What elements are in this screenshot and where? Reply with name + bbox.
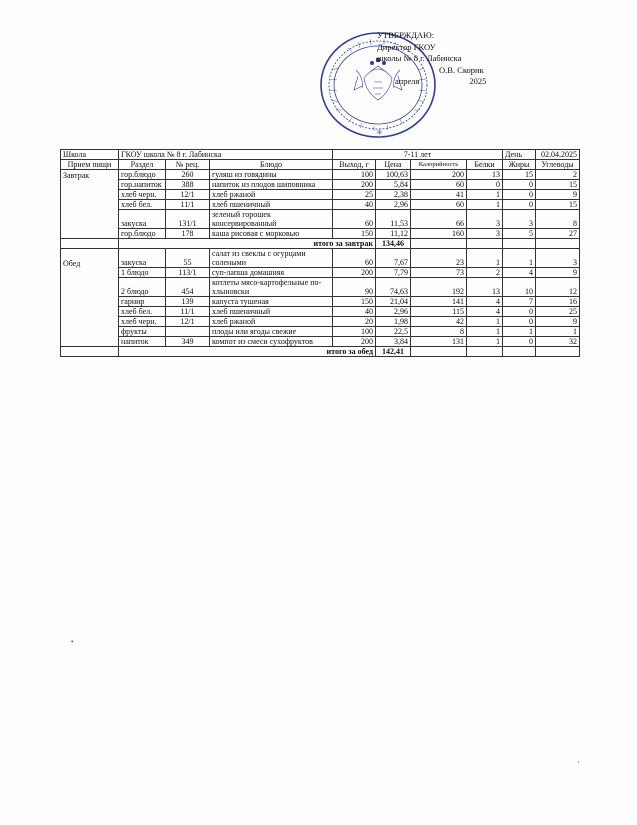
protein-cell: 1 — [467, 190, 503, 200]
price-cell: 5,84 — [376, 180, 411, 190]
lunch-row — [61, 307, 580, 317]
total-blank — [61, 239, 119, 249]
scan-speck: ' — [578, 760, 580, 768]
meal-name — [61, 180, 119, 190]
kcal-cell: 42 — [411, 317, 467, 327]
col-header: Выход, г — [333, 160, 376, 170]
kcal-cell: 160 — [411, 229, 467, 239]
protein-cell: 0 — [467, 180, 503, 190]
carbs-cell: 3 — [536, 249, 580, 268]
price-cell: 11,53 — [376, 210, 411, 229]
meal-name — [61, 307, 119, 317]
dish-cell: салат из свеклы с огурцами солеными — [210, 249, 333, 268]
meal-name — [61, 210, 119, 229]
school-name: ГКОУ школа № 8 г. Лабинска — [119, 150, 333, 160]
carbs-cell: 9 — [536, 268, 580, 278]
section-cell: напиток — [119, 337, 166, 347]
section-cell: фрукты — [119, 327, 166, 337]
recipe-cell — [166, 327, 210, 337]
weight-cell: 150 — [333, 297, 376, 307]
approval-month: апреля — [395, 76, 420, 86]
carbs-cell: 9 — [536, 317, 580, 327]
carbs-cell: 1 — [536, 327, 580, 337]
kcal-cell: 200 — [411, 170, 467, 180]
section-cell: хлеб бел. — [119, 307, 166, 317]
kcal-cell: 60 — [411, 180, 467, 190]
weight-cell: 25 — [333, 190, 376, 200]
weight-cell: 20 — [333, 317, 376, 327]
lunch-row — [61, 249, 580, 268]
col-header: Белки — [467, 160, 503, 170]
fat-cell: 5 — [503, 229, 536, 239]
total-label: итого за завтрак — [119, 239, 376, 249]
section-cell: 1 блюдо — [119, 268, 166, 278]
dish-cell: напиток из плодов шиповника — [210, 180, 333, 190]
dish-cell: хлеб ржаной — [210, 190, 333, 200]
price-cell: 11,12 — [376, 229, 411, 239]
weight-cell: 100 — [333, 327, 376, 337]
protein-cell: 13 — [467, 170, 503, 180]
protein-cell: 3 — [467, 210, 503, 229]
fat-cell: 0 — [503, 307, 536, 317]
kcal-cell: 192 — [411, 278, 467, 297]
protein-cell: 13 — [467, 278, 503, 297]
dish-cell: котлеты мясо-картофельные по-хлыновски — [210, 278, 333, 297]
weight-cell: 40 — [333, 307, 376, 317]
weight-cell: 100 — [333, 170, 376, 180]
section-cell: гор.блюдо — [119, 229, 166, 239]
section-cell: закуска — [119, 210, 166, 229]
meal-name: Завтрак — [61, 170, 119, 180]
weight-cell: 60 — [333, 249, 376, 268]
protein-cell: 1 — [467, 317, 503, 327]
total-price: 142,41 — [376, 347, 411, 357]
recipe-cell: 113/1 — [166, 268, 210, 278]
fat-cell: 4 — [503, 268, 536, 278]
meal-name — [61, 200, 119, 210]
weight-cell: 200 — [333, 268, 376, 278]
breakfast-row — [61, 229, 580, 239]
price-cell: 21,04 — [376, 297, 411, 307]
approval-block — [377, 30, 527, 88]
meal-name — [61, 297, 119, 307]
dish-cell: хлеб ржаной — [210, 317, 333, 327]
lunch-row — [61, 297, 580, 307]
col-header: № рец. — [166, 160, 210, 170]
header-row — [61, 150, 580, 160]
fat-cell: 0 — [503, 200, 536, 210]
price-cell: 7,67 — [376, 249, 411, 268]
fat-cell: 0 — [503, 190, 536, 200]
age-group: 7-11 лет — [333, 150, 503, 160]
protein-cell: 3 — [467, 229, 503, 239]
approval-date — [377, 76, 527, 88]
approval-position: Директор ГКОУ — [377, 41, 436, 52]
lunch-row — [61, 337, 580, 347]
col-header: Жиры — [503, 160, 536, 170]
menu-table — [60, 149, 580, 357]
school-label: Школа — [61, 150, 119, 160]
meal-name — [61, 229, 119, 239]
carbs-cell: 32 — [536, 337, 580, 347]
dish-cell: хлеб пшеничный — [210, 307, 333, 317]
approval-title: УТВЕРЖДАЮ: — [377, 30, 435, 40]
price-cell: 7,79 — [376, 268, 411, 278]
approval-signer: О.В. Скорик — [439, 64, 484, 75]
total-price: 134,46 — [376, 239, 411, 249]
price-cell: 2,96 — [376, 200, 411, 210]
total-empty — [411, 239, 467, 249]
breakfast-total-row — [61, 239, 580, 249]
section-cell: хлеб черн. — [119, 317, 166, 327]
col-header: Калорийность — [411, 160, 467, 170]
meal-name — [61, 278, 119, 297]
recipe-cell: 454 — [166, 278, 210, 297]
price-cell: 1,98 — [376, 317, 411, 327]
total-empty — [467, 239, 503, 249]
section-cell: гор.напиток — [119, 180, 166, 190]
recipe-cell: 12/1 — [166, 190, 210, 200]
recipe-cell: 388 — [166, 180, 210, 190]
section-cell: 2 блюдо — [119, 278, 166, 297]
protein-cell: 2 — [467, 268, 503, 278]
lunch-row — [61, 317, 580, 327]
lunch-row — [61, 327, 580, 337]
protein-cell: 1 — [467, 337, 503, 347]
meal-name — [61, 268, 119, 278]
lunch-total-row — [61, 347, 580, 357]
fat-cell: 0 — [503, 337, 536, 347]
dish-cell: компот из смеси сухофруктов — [210, 337, 333, 347]
seal-star-icon: ✳ — [376, 128, 383, 137]
dish-cell: каша рисовая с морковью — [210, 229, 333, 239]
protein-cell: 1 — [467, 200, 503, 210]
recipe-cell: 11/1 — [166, 307, 210, 317]
protein-cell: 4 — [467, 307, 503, 317]
price-cell: 74,63 — [376, 278, 411, 297]
recipe-cell: 260 — [166, 170, 210, 180]
recipe-cell: 349 — [166, 337, 210, 347]
dish-cell: хлеб пшеничный — [210, 200, 333, 210]
col-header: Раздел — [119, 160, 166, 170]
protein-cell: 1 — [467, 327, 503, 337]
weight-cell: 200 — [333, 180, 376, 190]
carbs-cell: 2 — [536, 170, 580, 180]
carbs-cell: 27 — [536, 229, 580, 239]
total-blank — [61, 347, 119, 357]
kcal-cell: 131 — [411, 337, 467, 347]
dish-cell: суп-лапша домашняя — [210, 268, 333, 278]
breakfast-row — [61, 190, 580, 200]
column-header-row — [61, 160, 580, 170]
meal-name: Обед — [61, 249, 119, 268]
weight-cell: 90 — [333, 278, 376, 297]
lunch-row — [61, 278, 580, 297]
menu-date: 02.04.2025 — [536, 150, 580, 160]
day-label: День — [503, 150, 536, 160]
fat-cell: 1 — [503, 327, 536, 337]
meal-name — [61, 317, 119, 327]
col-header: Прием пищи — [61, 160, 119, 170]
recipe-cell: 139 — [166, 297, 210, 307]
kcal-cell: 66 — [411, 210, 467, 229]
approval-year: 2025 — [469, 76, 487, 86]
scan-speck: • — [71, 638, 74, 646]
fat-cell: 0 — [503, 317, 536, 327]
lunch-row — [61, 268, 580, 278]
protein-cell: 1 — [467, 249, 503, 268]
breakfast-row — [61, 170, 580, 180]
breakfast-row — [61, 210, 580, 229]
carbs-cell: 8 — [536, 210, 580, 229]
recipe-cell: 178 — [166, 229, 210, 239]
meal-name — [61, 327, 119, 337]
recipe-cell: 55 — [166, 249, 210, 268]
section-cell: гарнир — [119, 297, 166, 307]
carbs-cell: 15 — [536, 180, 580, 190]
carbs-cell: 25 — [536, 307, 580, 317]
dish-cell: зеленый горошек консервированный — [210, 210, 333, 229]
col-header: Блюдо — [210, 160, 333, 170]
approval-school: школы № 8 г. Лабинска — [377, 53, 462, 63]
meal-name — [61, 337, 119, 347]
recipe-cell: 131/1 — [166, 210, 210, 229]
total-empty — [503, 239, 536, 249]
price-cell: 3,84 — [376, 337, 411, 347]
carbs-cell: 15 — [536, 200, 580, 210]
protein-cell: 4 — [467, 297, 503, 307]
price-cell: 2,96 — [376, 307, 411, 317]
fat-cell: 10 — [503, 278, 536, 297]
carbs-cell: 16 — [536, 297, 580, 307]
kcal-cell: 73 — [411, 268, 467, 278]
weight-cell: 150 — [333, 229, 376, 239]
section-cell: гор.блюдо — [119, 170, 166, 180]
weight-cell: 40 — [333, 200, 376, 210]
total-empty — [503, 347, 536, 357]
col-header: Цена — [376, 160, 411, 170]
weight-cell: 200 — [333, 337, 376, 347]
kcal-cell: 60 — [411, 200, 467, 210]
recipe-cell: 11/1 — [166, 200, 210, 210]
section-cell: хлеб бел. — [119, 200, 166, 210]
kcal-cell: 115 — [411, 307, 467, 317]
section-cell: хлеб черн. — [119, 190, 166, 200]
dish-cell: капуста тушеная — [210, 297, 333, 307]
col-header: Углеводы — [536, 160, 580, 170]
total-empty — [536, 239, 580, 249]
kcal-cell: 41 — [411, 190, 467, 200]
kcal-cell: 141 — [411, 297, 467, 307]
total-empty — [536, 347, 580, 357]
weight-cell: 60 — [333, 210, 376, 229]
meal-name — [61, 190, 119, 200]
carbs-cell: 9 — [536, 190, 580, 200]
fat-cell: 3 — [503, 210, 536, 229]
breakfast-row — [61, 200, 580, 210]
price-cell: 100,63 — [376, 170, 411, 180]
fat-cell: 1 — [503, 249, 536, 268]
kcal-cell: 23 — [411, 249, 467, 268]
total-empty — [411, 347, 467, 357]
price-cell: 2,38 — [376, 190, 411, 200]
price-cell: 22,5 — [376, 327, 411, 337]
fat-cell: 15 — [503, 170, 536, 180]
fat-cell: 7 — [503, 297, 536, 307]
total-empty — [467, 347, 503, 357]
breakfast-row — [61, 180, 580, 190]
carbs-cell: 12 — [536, 278, 580, 297]
fat-cell: 0 — [503, 180, 536, 190]
kcal-cell: 8 — [411, 327, 467, 337]
section-cell: закуска — [119, 249, 166, 268]
total-label: итого за обед — [119, 347, 376, 357]
dish-cell: плоды или ягоды свежие — [210, 327, 333, 337]
dish-cell: гуляш из говядины — [210, 170, 333, 180]
recipe-cell: 12/1 — [166, 317, 210, 327]
